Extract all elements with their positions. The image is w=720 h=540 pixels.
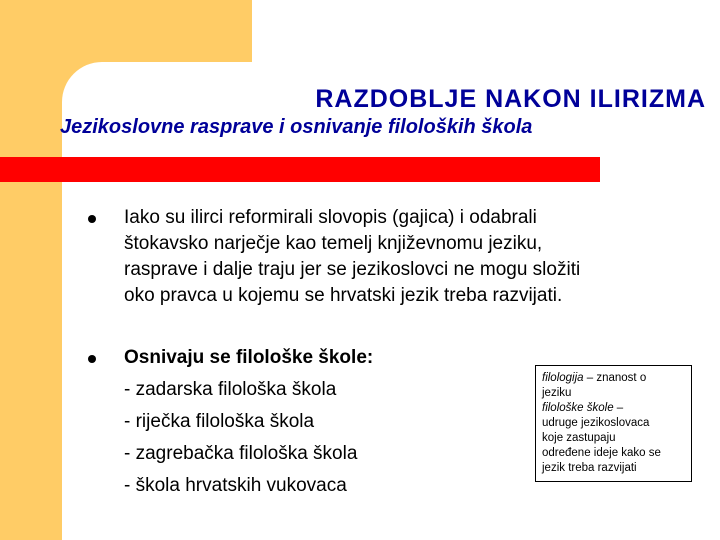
note-definition: – [613, 402, 624, 414]
bullet-icon [88, 355, 96, 363]
note-line: udruge jezikoslovaca [542, 417, 650, 429]
title-underline-bar [0, 157, 600, 182]
note-line: određene ideje kako se [542, 447, 661, 459]
bullet-1-line: Iako su ilirci reformirali slovopis (gajica) i odabrali [124, 207, 537, 228]
bullet-1-line: oko pravca u kojemu se hrvatski jezik treba razvijati. [124, 285, 563, 306]
note-line: jeziku [542, 387, 572, 399]
note-term-filoloske-skole: filološke škole [542, 402, 614, 414]
bullet-1-text [124, 205, 580, 309]
school-list-item: - škola hrvatskih vukovaca [124, 475, 347, 496]
bullet-icon [88, 215, 96, 223]
slide-title: RAZDOBLJE NAKON ILIRIZMA [315, 85, 706, 113]
note-line [542, 371, 685, 386]
school-list-item: - riječka filološka škola [124, 411, 315, 432]
decorative-left-band [0, 0, 62, 540]
note-line [542, 401, 685, 416]
school-list-item: - zagrebačka filološka škola [124, 443, 358, 464]
definition-note-box [535, 365, 692, 482]
school-list-item: - zadarska filološka škola [124, 379, 337, 400]
bullet-1-line: rasprave i dalje traju jer se jezikoslovci ne mogu složiti [124, 259, 581, 280]
decorative-top-band [0, 0, 252, 62]
note-definition: – znanost o [583, 372, 647, 384]
bullet-1-line: štokavsko narječje kao temelj književnomu jeziku, [124, 233, 543, 254]
bullet-2-heading: Osnivaju se filološke škole: [124, 347, 374, 368]
bullet-2-text [124, 345, 373, 499]
slide-subtitle: Jezikoslovne rasprave i osnivanje filoloških škola [60, 116, 533, 138]
note-line: jezik treba razvijati [542, 462, 637, 474]
note-term-filologija: filologija [542, 372, 584, 384]
note-line: koje zastupaju [542, 432, 616, 444]
